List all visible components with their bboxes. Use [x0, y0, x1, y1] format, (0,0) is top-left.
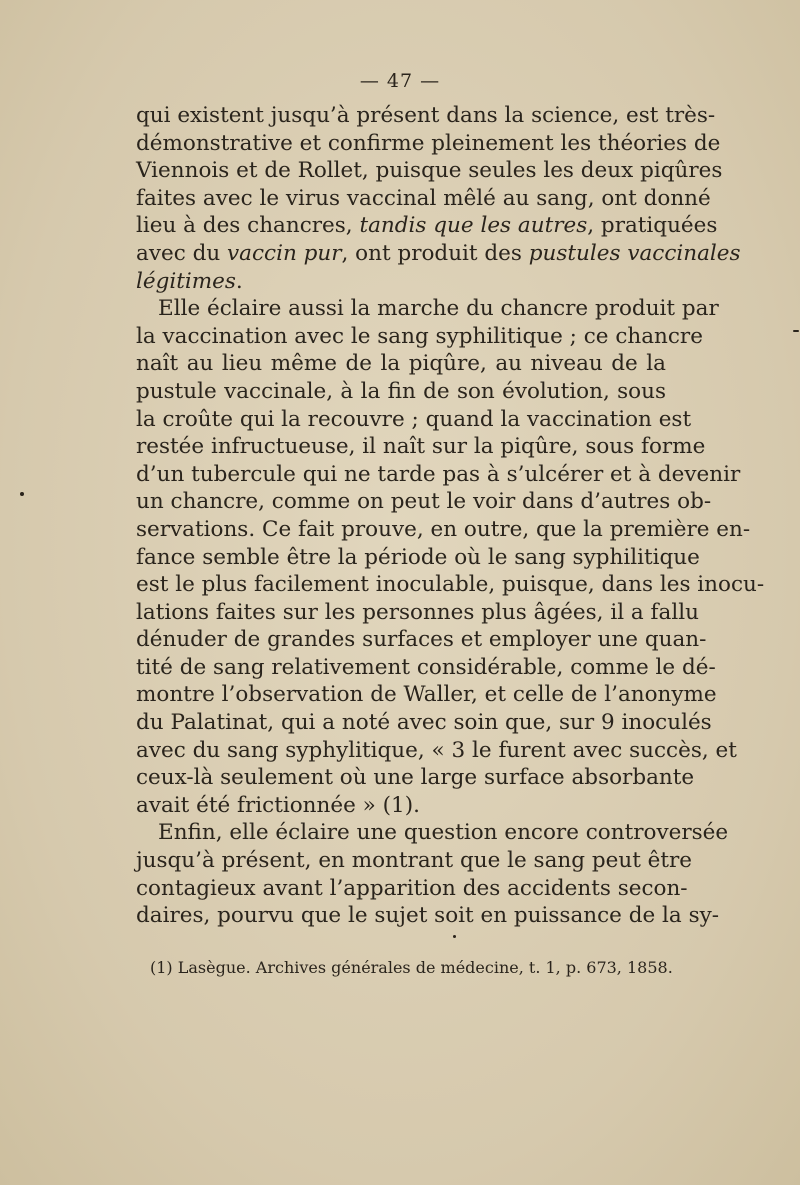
text-line: du Palatinat, qui a noté avec soin que, sur 9 inoculés	[136, 710, 712, 736]
text-line: dénuder de grandes surfaces et employer une quan-	[136, 627, 707, 653]
text-line: qui existent jusqu’à présent dans la science, est très-	[136, 103, 716, 128]
ink-speck	[20, 492, 24, 496]
text-line: d’un tubercule qui ne tarde pas à s’ulcérer et à devenir	[136, 461, 741, 487]
text-line: avait été frictionnée » (1).	[136, 792, 420, 818]
text-line: légitimes.	[136, 268, 243, 294]
text-line: daires, pourvu que le sujet soit en puissance de la sy-	[136, 903, 720, 929]
text-line: est le plus facilement inoculable, puisque, dans les inocu-	[136, 572, 765, 598]
text-line: la vaccination avec le sang syphilitique ; ce chancre	[136, 323, 703, 349]
text-line: Viennois et de Rollet, puisque seules les deux piqûres	[136, 158, 723, 184]
text-line: avec du sang syphylitique, « 3 le furent avec succès, et	[136, 737, 737, 763]
text-line: montre l’observation de Waller, et celle de l’anonyme	[136, 682, 717, 708]
text-line: ceux-là seulement où une large surface absorbante	[136, 765, 695, 791]
page-number-header: — 47 —	[359, 70, 441, 92]
text-line: lieu à des chancres, tandis que les autres, pratiquées	[136, 213, 718, 239]
ink-speck	[453, 935, 456, 938]
text-line: un chancre, comme on peut le voir dans d’autres ob-	[136, 489, 712, 515]
body-text	[136, 102, 765, 930]
text-line: contagieux avant l’apparition des accidents secon-	[136, 875, 688, 901]
text-line: lations faites sur les personnes plus âgées, il a fallu	[136, 599, 699, 625]
text-line: restée infructueuse, il naît sur la piqûre, sous forme	[136, 434, 706, 460]
text-line: fance semble être la période où le sang syphilitique	[136, 544, 700, 570]
text-line: jusqu’à présent, en montrant que le sang peut être	[136, 848, 693, 874]
ink-speck	[793, 330, 799, 332]
text-line: pustule vaccinale, à la fin de son évolution, sous	[136, 378, 666, 404]
text-line: démonstrative et confirme pleinement les théories de	[136, 130, 721, 156]
text-line: Enfin, elle éclaire une question encore controversée	[158, 820, 729, 846]
text-line: tité de sang relativement considérable, comme le dé-	[136, 654, 716, 680]
text-line: avec du vaccin pur, ont produit des pustules vaccinales	[136, 240, 741, 266]
footnote: (1) Lasègue. Archives générales de médecine, t. 1, p. 673, 1858.	[150, 958, 673, 977]
text-line: servations. Ce fait prouve, en outre, que la première en-	[136, 516, 751, 542]
text-line: Elle éclaire aussi la marche du chancre produit par	[158, 296, 719, 322]
text-line: naît au lieu même de la piqûre, au niveau de la	[136, 351, 666, 377]
text-line: faites avec le virus vaccinal mêlé au sang, ont donné	[136, 185, 711, 211]
text-line: la croûte qui la recouvre ; quand la vaccination est	[136, 406, 692, 432]
